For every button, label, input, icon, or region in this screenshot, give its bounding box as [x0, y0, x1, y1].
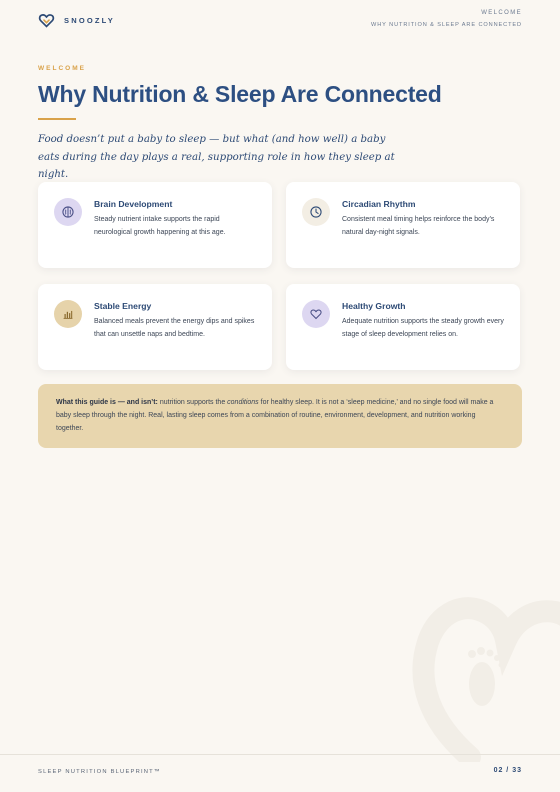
card-brain-development: [38, 182, 272, 268]
page-title: Why Nutrition & Sleep Are Connected: [38, 81, 442, 107]
card-text: Balanced meals prevent the energy dips and spikes that can unsettle naps and bedtime.: [94, 318, 255, 338]
card-text: Consistent meal timing helps reinforce the body’s natural day-night signals.: [342, 216, 495, 236]
footer-title: SLEEP NUTRITION BLUEPRINT™: [38, 769, 161, 775]
heart-icon: [302, 300, 330, 328]
note-lead: What this guide is — and isn’t:: [56, 399, 158, 406]
header-subtitle: WHY NUTRITION & SLEEP ARE CONNECTED: [371, 22, 522, 28]
note-text-before: nutrition supports the: [157, 399, 228, 406]
card-title: Healthy Growth: [342, 301, 406, 311]
card-title: Circadian Rhythm: [342, 199, 416, 209]
header: [38, 12, 522, 36]
bar-chart-icon: [54, 300, 82, 328]
card-stable-energy: [38, 284, 272, 370]
note-emphasis: conditions: [227, 399, 259, 406]
brand[interactable]: [38, 12, 115, 29]
eyebrow: WELCOME: [38, 65, 86, 72]
card-title: Stable Energy: [94, 301, 152, 311]
card-text: Adequate nutrition supports the steady growth every stage of sleep development relies on.: [342, 318, 504, 338]
note-text-after: for healthy sleep. It is not a ‘sleep medicine,’ and no single food will make a baby sleep through the night. Real, lasting sleep comes from a combination of routine, environment, development, and nutrition working together.: [56, 399, 494, 432]
header-meta: [371, 10, 522, 28]
card-title: Brain Development: [94, 199, 173, 209]
card-healthy-growth: [286, 284, 520, 370]
clock-icon: [302, 198, 330, 226]
card-circadian-rhythm: [286, 182, 520, 268]
brand-name: SNOOZLY: [64, 16, 115, 25]
header-section: WELCOME: [481, 10, 522, 16]
page-number: 02 / 33: [493, 767, 522, 774]
footer-divider: [0, 754, 560, 755]
guide-note: [38, 384, 522, 448]
card-text: Steady nutrient intake supports the rapid neurological growth happening at this age.: [94, 216, 226, 236]
heart-logo-icon: [38, 12, 55, 29]
intro-text: Food doesn’t put a baby to sleep — but what (and how well) a baby eats during the day plays a real, supporting role in how they sleep at night.: [38, 134, 395, 180]
heart-footprint-watermark-icon: [410, 572, 560, 762]
title-divider: [38, 118, 76, 120]
brain-icon: [54, 198, 82, 226]
